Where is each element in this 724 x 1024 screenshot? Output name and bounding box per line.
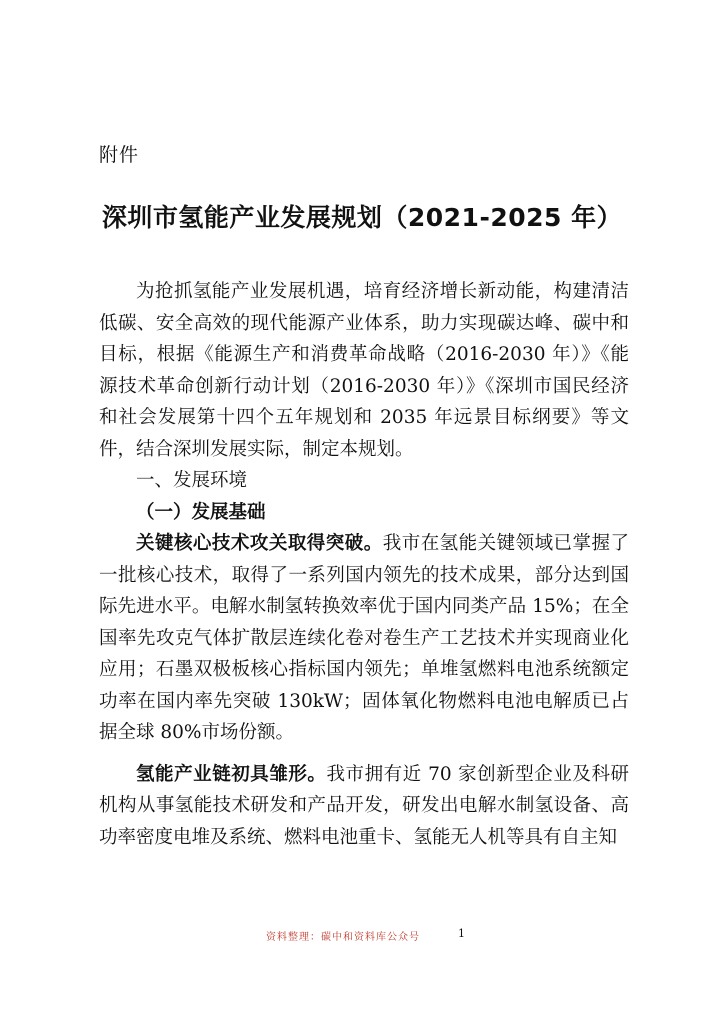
attachment-label: 附件	[99, 144, 140, 166]
paragraph-tech-breakthrough	[99, 528, 629, 749]
document-title: 深圳市氢能产业发展规划（2021-2025 年）	[101, 203, 623, 232]
footer-source: 资料整理：碳中和资料库公众号	[266, 932, 420, 943]
page-number: 1	[458, 927, 465, 940]
subsection-heading: （一）发展基础	[136, 501, 266, 523]
paragraph-lead: 关键核心技术攻关取得突破。	[136, 533, 383, 554]
document-body	[99, 276, 629, 853]
section-heading: 一、发展环境	[136, 470, 248, 491]
intro-paragraph: 为抢抓氢能产业发展机遇，培育经济增长新动能，构建清洁低碳、安全高效的现代能源产业体系，助力实现碳达峰、碳中和目标，根据《能源生产和消费革命战略（2016-2030 年）》《能源技术革命创新行动计划（2016-2030 年）》《深圳市国民经济和社会发展第十四个五年规划和 2035 年远景目标纲要》等文件，结合深圳发展实际，制定本规划。	[99, 281, 629, 460]
paragraph-lead: 氢能产业链初具雏形。	[136, 763, 327, 785]
paragraph-text: 我市在氢能关键领域已掌握了一批核心技术，取得了一系列国内领先的技术成果，部分达到国际先进水平。电解水制氢转换效率优于国内同类产品 15%；在全国率先攻克气体扩散层连续化卷对卷生产工艺技术并实现商业化应用；石墨双极板核心指标国内领先；单堆氢燃料电池系统额定功率在国内率先突破 130kW；固体氧化物燃料电池电解质已占据全球 80%市场份额。	[99, 533, 629, 743]
paragraph-text: 我市拥有近 70 家创新型企业及科研机构从事氢能技术研发和产品开发，研发出电解水制氢设备、高功率密度电堆及系统、燃料电池重卡、氢能无人机等具有自主知	[99, 763, 629, 848]
paragraph-industry-chain	[99, 759, 629, 854]
